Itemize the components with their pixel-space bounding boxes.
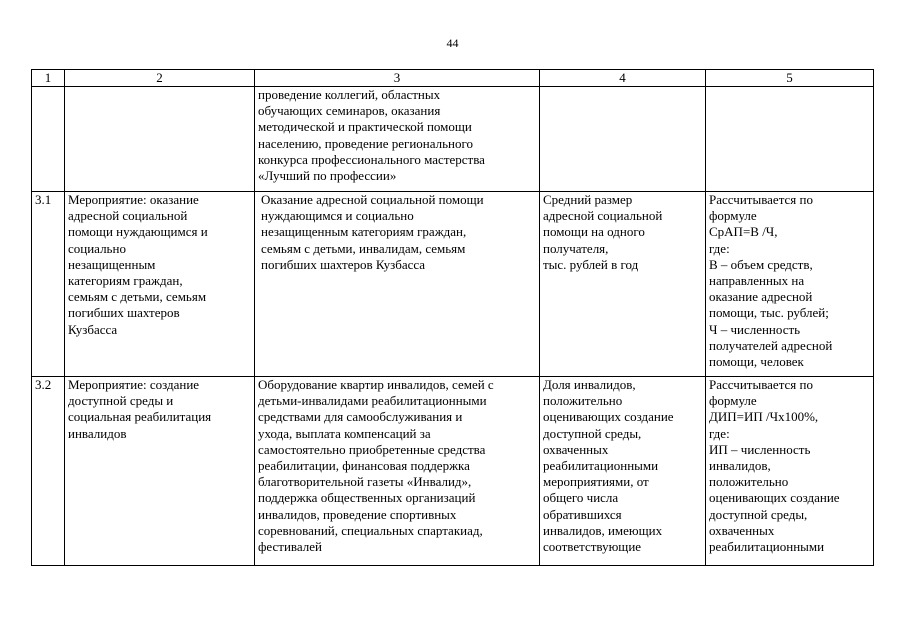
method-cell: Рассчитывается по формуле СрАП=В /Ч, где: В – объем средств, направленных на оказание адресной помощи, тыс. рублей; Ч – численность получателей адресной помощи, человек [706, 192, 874, 377]
row-number-cell: 3.2 [32, 377, 65, 566]
column-header-1: 1 [32, 70, 65, 87]
method-cell [706, 87, 874, 192]
indicator-cell [540, 87, 706, 192]
page-number: 44 [446, 36, 459, 50]
table-header-row [32, 70, 874, 87]
measure-cell: Мероприятие: оказание адресной социальной помощи нуждающимся и социально незащищенным категориям граждан, семьям с детьми, семьям погибших шахтеров Кузбасса [65, 192, 255, 377]
table-row [32, 377, 874, 566]
content-cell: проведение коллегий, областных обучающих семинаров, оказания методической и практической помощи населению, проведение регионального конкурса профессионального мастерства «Лучший по профессии» [255, 87, 540, 192]
column-header-2: 2 [65, 70, 255, 87]
measure-cell [65, 87, 255, 192]
indicator-cell: Доля инвалидов, положительно оценивающих создание доступной среды, охваченных реабилитационными мероприятиями, от общего числа обратившихся инвалидов, имеющих соответствующие [540, 377, 706, 566]
table-row [32, 87, 874, 192]
method-cell: Рассчитывается по формуле ДИП=ИП /Чх100%, где: ИП – численность инвалидов, положительно оценивающих создание доступной среды, охваченных реабилитационными [706, 377, 874, 566]
program-table [31, 69, 874, 566]
indicator-cell: Средний размер адресной социальной помощи на одного получателя, тыс. рублей в год [540, 192, 706, 377]
table-row [32, 192, 874, 377]
column-header-3: 3 [255, 70, 540, 87]
row-number-cell: 3.1 [32, 192, 65, 377]
column-header-4: 4 [540, 70, 706, 87]
content-cell: Оказание адресной социальной помощи нуждающимся и социально незащищенным категориям граждан, семьям с детьми, инвалидам, семьям погибших шахтеров Кузбасса [255, 192, 540, 377]
column-header-5: 5 [706, 70, 874, 87]
content-cell: Оборудование квартир инвалидов, семей с детьми-инвалидами реабилитационными средствами для самообслуживания и ухода, выплата компенсаций за самостоятельно приобретенные средства реабилитации, финансовая поддержка благотворительной газеты «Инвалид», поддержка общественных организаций инвалидов, проведение спортивных соревнований, специальных спартакиад, фестивалей [255, 377, 540, 566]
row-number-cell [32, 87, 65, 192]
measure-cell: Мероприятие: создание доступной среды и социальная реабилитация инвалидов [65, 377, 255, 566]
